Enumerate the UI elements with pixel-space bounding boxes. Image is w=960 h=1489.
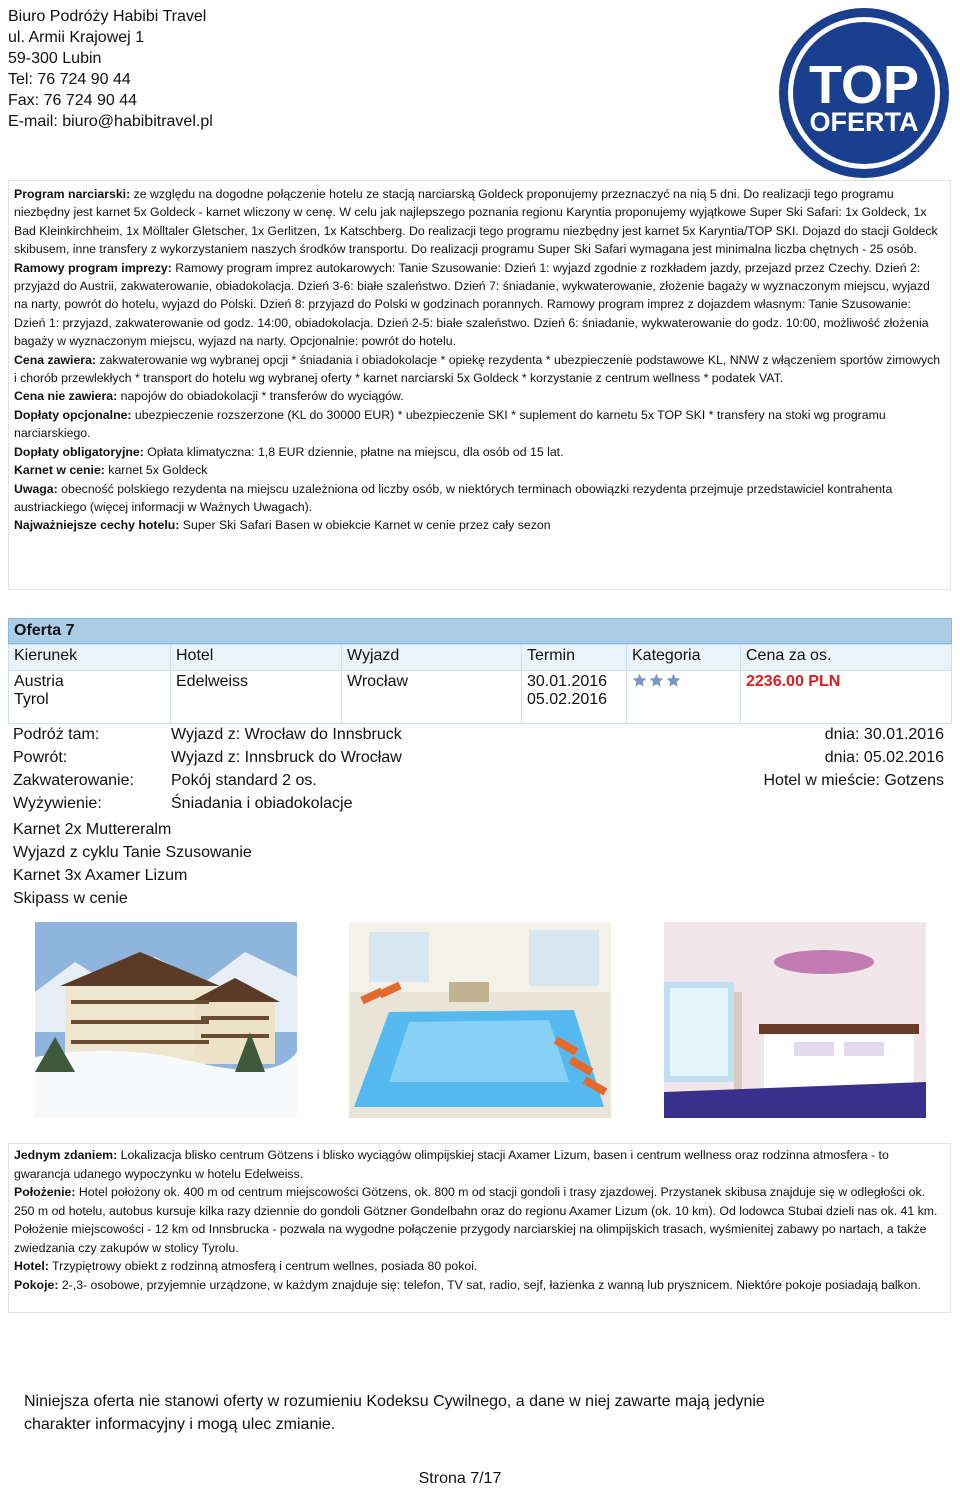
pokoje-text: 2-,3- osobowe, przyjemnie urządzone, w każdym znajduje się: telefon, TV sat, radio, sejf, łazienka z wanną lub prysznicem. Niektóre pokoje posiadają balkon. — [58, 1277, 921, 1292]
top-oferta-badge — [775, 7, 953, 179]
star-icon — [666, 673, 681, 688]
list-item: Karnet 2x Muttereralm — [13, 821, 172, 838]
zdaniem-text: Lokalizacja blisko centrum Götzens i blisko wyciągów olimpijskiej stacji Axamer Lizum, basen i centrum wellness oraz rodzinna atmosfera - to gwarancja udanego wypoczynku w hotelu Edelweiss. — [14, 1148, 889, 1181]
powrot-value: Wyjazd z: Innsbruck do Wrocław — [171, 749, 402, 766]
header-wyjazd: Wyjazd — [342, 645, 522, 671]
previous-offer-details — [8, 180, 951, 590]
doplaty-obl-text: Opłata klimatyczna: 1,8 EUR dziennie, płatne na miejscu, dla osób od 15 lat. — [143, 444, 564, 459]
hotel-exterior-photo — [35, 922, 297, 1118]
cell-kierunek — [9, 671, 171, 724]
table-row — [9, 671, 952, 724]
karnet-text: karnet 5x Goldeck — [104, 463, 208, 478]
cechy-label: Najważniejsze cechy hotelu: — [14, 518, 180, 533]
program-text: ze względu na dogodne połączenie hotelu ze stacją narciarską Goldeck proponujemy przeznaczyć na nią 5 dni. Do realizacji tego programu niezbędny jest karnet 5x Goldeck - karnet wliczony w cenę. W celu jak najlepszego poznania regionu Karyntia proponujemy wyjątkowe Super Ski Safari: 1x Goldeck, 1x Bad Kleinkirchheim, 1x Mölltaler Gletscher, 1x Gerlitzen, 1x Katschberg. Do realizacji tego programu niezbędny jest karnet 5x Karyntia/TOP SKI. Dojazd do stacji Goldeck skibusem, inne transfery z wykorzystaniem naszych środków transportu. Do realizacji programu Super Ski Safari wymagana jest minimalna liczba chętnych - 25 osób. — [14, 187, 938, 257]
table-header-row — [9, 645, 952, 671]
details-values — [171, 723, 402, 815]
cena-nie-text: napojów do obiadokolacji * transferów do wyciągów. — [117, 389, 404, 404]
uwaga-label: Uwaga: — [14, 481, 58, 496]
powrot-label: Powrót: — [13, 749, 68, 766]
offer-summary-table — [8, 644, 952, 724]
program-label: Program narciarski: — [14, 187, 131, 201]
tam-label: Podróż tam: — [13, 726, 100, 743]
hotel-name: Edelweiss — [171, 671, 342, 724]
departure-city: Wrocław — [342, 671, 522, 724]
karnet-label: Karnet w cenie: — [14, 463, 105, 478]
pokoje-label: Pokoje: — [14, 1277, 59, 1292]
powrot-date: dnia: 05.02.2016 — [824, 749, 944, 766]
hotel-category — [627, 671, 741, 724]
uwaga-text: obecność polskiego rezydenta na miejscu uzależniona od liczby osób, w niektórych terminach obowiązki rezydenta przejmuje przedstawiciel kontrahenta austriackiego (więcej informacji w Ważnych Uwagach). — [14, 481, 893, 514]
extras-list — [13, 818, 252, 910]
list-item: Wyjazd z cyklu Tanie Szusowanie — [13, 844, 252, 861]
hotel-room-photo — [664, 922, 926, 1118]
legal-disclaimer: Niniejsza oferta nie stanowi oferty w rozumieniu Kodeksu Cywilnego, a dane w niej zawarte mają jedynie charakter informacyjny i mogą ulec zmianie. — [24, 1393, 765, 1433]
details-dates — [763, 723, 944, 792]
list-item: Skipass w cenie — [13, 890, 128, 907]
header-hotel: Hotel — [171, 645, 342, 671]
agency-name: Biuro Podróży Habibi Travel — [8, 8, 207, 25]
ramowy-label: Ramowy program imprezy: — [14, 260, 172, 275]
country: Austria — [14, 673, 64, 690]
header-termin: Termin — [522, 645, 627, 671]
page-number: Strona 7/17 — [418, 1470, 502, 1487]
badge-top-text: TOP — [808, 55, 920, 115]
cechy-text: Super Ski Safari Basen w obiekcie Karnet w cenie przez cały sezon — [179, 518, 551, 533]
price: 2236.00 PLN — [741, 671, 952, 724]
agency-contact — [8, 6, 213, 132]
ramowy-text: Ramowy program imprez autokarowych: Tanie Szusowanie: Dzień 1: wyjazd zgodnie z rozkładem jazdy, przejazd przez Czechy. Dzień 2: przyjazd do Austrii, zakwaterowanie, obiadokolacja. Dzień 3-6: białe szaleństwo. Dzień 7: śniadanie, wykwaterowanie, złożenie bagaży w wyznaczonym miejscu, wyjazd na narty, powrót do hotelu, wyjazd do Polski. Dzień 8: przyjazd do Polski w godzinach porannych. Ramowy program imprez z dojazdem własnym: Tanie Szusowanie: Dzień 1: przyjazd, zakwaterowanie od godz. 14:00, obiadokolacja. Dzień 2-5: białe szaleństwo. Dzień 6: śniadanie, wykwaterowanie do godz. 10:00, możliwość złożenia bagaży w wyznaczonym miejscu, wyjazd na narty. Opcjonalnie: powrót do hotelu. — [14, 260, 930, 349]
hotel-label: Hotel: — [14, 1259, 49, 1273]
cena-zawiera-text: zakwaterowanie wg wybranej opcji * śniadania i obiadokolacje * opiekę rezydenta * ubezpieczenie podstawowe KL, NNW z włączeniem sportów zimowych i chorób przewlekłych * transport do hotelu wg wybranej oferty * karnet narciarski 5x Goldeck * korzystanie z centrum wellness * podatek VAT. — [14, 352, 941, 386]
agency-street: ul. Armii Krajowej 1 — [8, 29, 145, 46]
wyz-value: Śniadania i obiadokolacje — [171, 795, 353, 812]
badge-oferta-text: OFERTA — [809, 107, 919, 137]
star-icon — [632, 673, 647, 688]
doplaty-opc-text: ubezpieczenie rozszerzone (KL do 30000 EUR) * ubezpieczenie SKI * suplement do karnetu 5x TOP SKI * transfery na stoki wg programu narciarskiego. — [14, 407, 886, 441]
agency-tel: Tel: 76 724 90 44 — [8, 71, 131, 88]
zdaniem-label: Jednym zdaniem: — [14, 1148, 118, 1162]
header-cena: Cena za os. — [741, 645, 952, 671]
details-labels — [13, 723, 134, 815]
cena-zawiera-label: Cena zawiera: — [14, 352, 97, 367]
agency-email[interactable]: E-mail: biuro@habibitravel.pl — [8, 113, 213, 130]
zakw-label: Zakwaterowanie: — [13, 772, 134, 789]
hotel-pool-photo — [349, 922, 611, 1118]
zakw-value: Pokój standard 2 os. — [171, 772, 317, 789]
polozenie-label: Położenie: — [14, 1185, 76, 1199]
date-from: 30.01.2016 — [527, 673, 608, 690]
header-kierunek: Kierunek — [9, 645, 171, 671]
star-icon — [649, 673, 664, 688]
agency-fax: Fax: 76 724 90 44 — [8, 92, 137, 109]
offer-title: Oferta 7 — [8, 618, 952, 644]
hotel-city: Hotel w mieście: Gotzens — [763, 772, 944, 789]
tam-value: Wyjazd z: Wrocław do Innsbruck — [171, 726, 402, 743]
polozenie-text: Hotel położony ok. 400 m od centrum miejscowości Götzens, ok. 800 m od stacji gondoli i trasy zjazdowej. Przystanek skibusa znajduje się w odległości ok. 250 m od hotelu, autobus kursuje kilka razy dziennie do gondoli Götzner Gondelbahn oraz do regionu Axamer Lizum (ok. 10 km). Od lodowca Stubai dzieli nas ok. 41 km. Położenie miejscowości - 12 km od Innsbrucka - pozwala na wygodne połączenie przygody narciarskiej na olimpijskich trasach, wyśmienitej zabawy po nartach, a także zwiedzania czy zakupów w stolicy Tyrolu. — [14, 1185, 938, 1255]
tam-date: dnia: 30.01.2016 — [824, 726, 944, 743]
cell-termin — [522, 671, 627, 724]
doplaty-opc-label: Dopłaty opcjonalne: — [14, 407, 132, 422]
hotel-description — [8, 1143, 951, 1313]
date-to: 05.02.2016 — [527, 691, 608, 708]
hotel-text: Trzypiętrowy obiekt z rodzinną atmosferą i centrum wellnes, posiada 80 pokoi. — [48, 1259, 478, 1273]
wyz-label: Wyżywienie: — [13, 795, 102, 812]
header-kategoria: Kategoria — [627, 645, 741, 671]
region: Tyrol — [14, 691, 49, 708]
doplaty-obl-label: Dopłaty obligatoryjne: — [14, 444, 144, 459]
cena-nie-label: Cena nie zawiera: — [14, 389, 118, 404]
agency-city: 59-300 Lubin — [8, 50, 102, 67]
list-item: Karnet 3x Axamer Lizum — [13, 867, 188, 884]
